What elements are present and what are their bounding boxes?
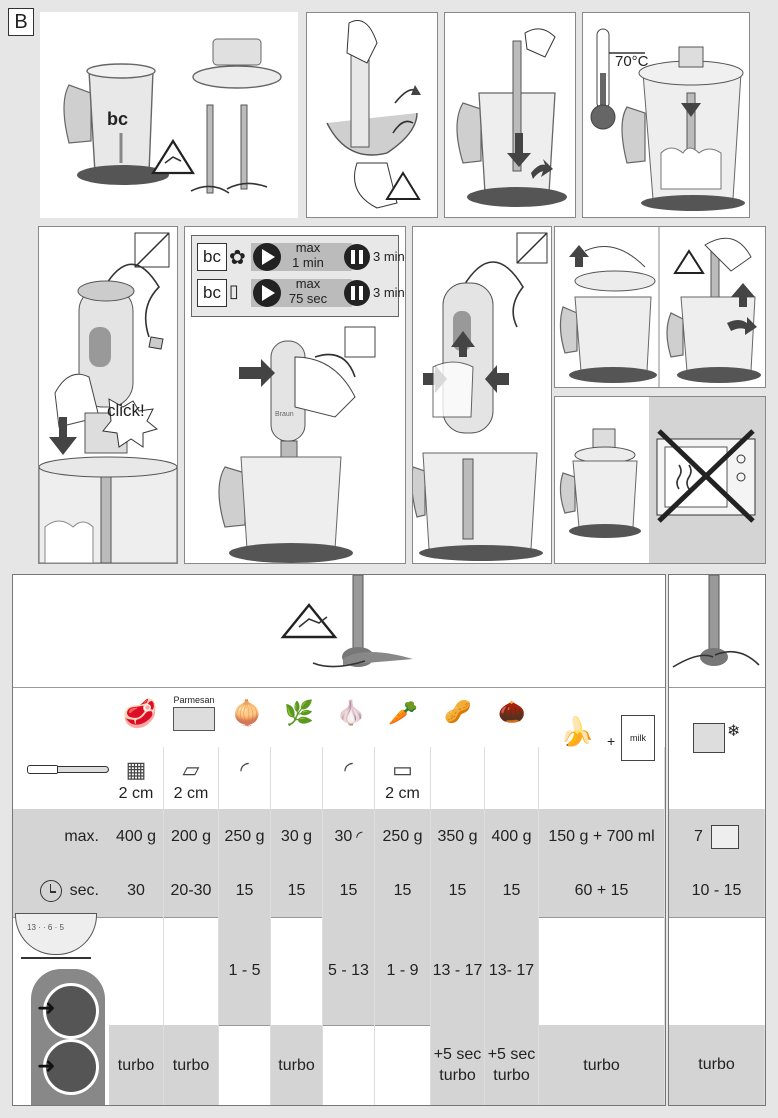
mode-badge: bc	[197, 279, 227, 307]
pause-icon	[343, 243, 371, 271]
cup-icon: ▯	[229, 281, 239, 301]
press-arrow-icon: ➜	[37, 995, 56, 1020]
pause-time-label: 3 min	[373, 285, 405, 300]
turbo-cell: turbo	[164, 1025, 219, 1105]
speed-cell: 5 - 13	[323, 917, 375, 1025]
panel-insert-blade	[444, 12, 576, 218]
panel-temperature	[582, 12, 750, 218]
cut-size-cell	[431, 747, 485, 809]
max-row	[13, 809, 665, 865]
garlic-icon: 🧄	[336, 700, 366, 727]
processing-table	[12, 574, 666, 1106]
row-label-max: max.	[13, 809, 109, 865]
speed-row	[13, 917, 665, 1025]
speed-cell	[271, 917, 323, 1025]
sec-cell: 15	[375, 865, 431, 917]
panel-parts	[40, 12, 298, 218]
panel-no-microwave	[554, 396, 766, 564]
speed-cell: 13- 17	[485, 917, 539, 1025]
max-cell: 350 g	[431, 809, 485, 865]
blending-illustration	[185, 317, 405, 563]
panel-release-motor	[412, 226, 552, 564]
plus-sign: +	[607, 733, 616, 749]
parts-illustration	[41, 13, 297, 217]
turbo-cell: +5 sec turbo	[431, 1025, 485, 1105]
carrot-icon: 🥕	[388, 700, 418, 727]
cut-shape-icon: ◜	[344, 757, 353, 782]
walnut-icon: 🥜	[444, 699, 472, 724]
turbo-cell: turbo	[539, 1025, 665, 1105]
ice-max-value: 7	[694, 828, 703, 845]
cut-size-row	[13, 747, 665, 809]
press-arrow-icon: ➜	[37, 1053, 56, 1078]
ice-sec-cell: 10 - 15	[669, 865, 765, 917]
max-cell: 250 g	[219, 809, 271, 865]
turbo-cell	[375, 1025, 431, 1105]
milk-label: milk	[630, 733, 646, 743]
max-cell: 30 g	[271, 809, 323, 865]
panel-speed-settings	[184, 226, 406, 564]
cut-size-cell	[485, 747, 539, 809]
flower-icon: ✿	[229, 247, 246, 269]
sec-cell: 20-30	[164, 865, 219, 917]
sec-cell: 15	[323, 865, 375, 917]
max-cell: 250 g	[375, 809, 431, 865]
turbo-row	[13, 1025, 665, 1105]
max-cell: 400 g	[485, 809, 539, 865]
blade-cover-illustration	[307, 13, 437, 217]
cut-shape-icon: ◜	[240, 757, 249, 782]
max-cell: 150 g + 700 ml	[539, 809, 665, 865]
sec-cell: 15	[219, 865, 271, 917]
insert-blade-illustration	[445, 13, 575, 217]
cut-size-cell	[539, 747, 665, 809]
mode-badge: bc	[197, 243, 227, 271]
sec-cell: 60 + 15	[539, 865, 665, 917]
almond-icon: 🌰	[498, 699, 526, 724]
release-motor-illustration	[413, 227, 551, 563]
cut-size-cell	[219, 747, 271, 809]
sec-row	[13, 865, 665, 917]
cut-size-cell: 2 cm ▭	[375, 747, 431, 809]
speed-cell	[539, 917, 665, 1025]
brand-text: Braun	[275, 411, 294, 418]
speed-row-1	[197, 240, 405, 273]
speed-cell	[164, 917, 219, 1025]
temperature-label: 70°C	[615, 53, 649, 70]
cut-shape-icon: ▭	[392, 757, 413, 782]
parmesan-label: Parmesan	[173, 695, 215, 705]
dial-ticks: 13 · · 6 · 5	[27, 923, 64, 932]
turbo-cell	[323, 1025, 375, 1105]
onion-icon: 🧅	[232, 700, 262, 727]
speed-row-2	[197, 276, 405, 309]
table-header-blade	[13, 575, 665, 687]
no-microwave-illustration	[555, 397, 765, 563]
speed-cell	[109, 917, 164, 1025]
sec-cell: 30	[109, 865, 164, 917]
sec-label: sec.	[69, 882, 99, 899]
click-label: click!	[107, 401, 145, 420]
cut-size-cell: 2 cm ▱	[164, 747, 219, 809]
jug-label: bc	[107, 109, 129, 129]
cheese-icon	[168, 695, 220, 739]
turbo-cell: turbo	[271, 1025, 323, 1105]
pause-icon	[343, 279, 371, 307]
ice-crush-table	[668, 574, 766, 1106]
speed-cell: 1 - 9	[375, 917, 431, 1025]
turbo-cell: turbo	[109, 1025, 164, 1105]
garlic-clove-icon: ◜	[356, 829, 363, 846]
max-time-label: max 75 sec	[288, 276, 328, 306]
ice-cube-icon	[693, 723, 725, 753]
meat-icon: 🥩	[122, 698, 158, 729]
ice-max-cell	[669, 809, 765, 865]
fruit-icon: 🍌	[559, 716, 595, 747]
sec-cell: 15	[271, 865, 323, 917]
speed-cell: 1 - 5	[219, 917, 271, 1025]
max-cell: 200 g	[164, 809, 219, 865]
ice-turbo-cell: turbo	[669, 1025, 765, 1105]
ice-cube-small-icon	[711, 825, 739, 849]
turbo-cell	[219, 1025, 271, 1105]
cut-shape-icon: ▦	[125, 757, 147, 782]
attach-motor-illustration	[39, 227, 177, 563]
turbo-cell: +5 sec turbo	[485, 1025, 539, 1105]
temperature-illustration	[583, 13, 749, 217]
max-cell: 400 g	[109, 809, 164, 865]
cut-size-cell	[323, 747, 375, 809]
speed-cell: 13 - 17	[431, 917, 485, 1025]
panel-remove-lid	[554, 226, 766, 388]
max-cell: 30 ◜	[323, 809, 375, 865]
sec-cell: 15	[485, 865, 539, 917]
section-label: B	[8, 8, 34, 36]
snowflake-icon: ❄	[727, 723, 741, 740]
panel-blade-cover	[306, 12, 438, 218]
panel-attach-motor	[38, 226, 178, 564]
herb-icon: 🌿	[284, 700, 314, 727]
remove-lid-illustration	[555, 227, 765, 387]
pause-time-label: 3 min	[373, 249, 405, 264]
cut-shape-icon: ▱	[182, 757, 200, 782]
cut-size-cell	[271, 747, 323, 809]
cut-size-cell: 2 cm ▦	[109, 747, 164, 809]
sec-cell: 15	[431, 865, 485, 917]
max-time-label: max 1 min	[292, 240, 324, 270]
ice-blade-illustration	[669, 575, 765, 687]
